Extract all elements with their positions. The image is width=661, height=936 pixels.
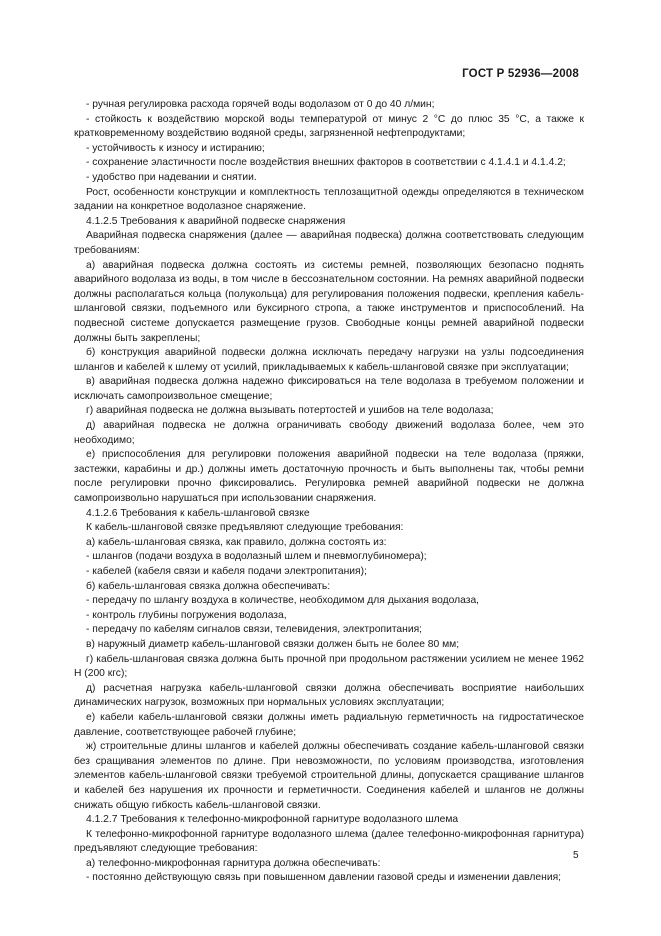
paragraph: в) наружный диаметр кабель-шланговой связки должен быть не более 80 мм; — [86, 638, 460, 650]
paragraph: - сохранение эластичности после воздействия внешних факторов в соответствии с 4.1.4.1 и 4.1.4.2; — [86, 157, 566, 169]
paragraph: а) кабель-шланговая связка, как правило, должна состоять из: — [86, 536, 387, 548]
section-heading: 4.1.2.7 Требования к телефонно-микрофонной гарнитуре водолазного шлема — [86, 814, 459, 826]
section-heading: 4.1.2.5 Требования к аварийной подвеске снаряжения — [86, 215, 346, 227]
standard-header: ГОСТ Р 52936—2008 — [462, 68, 579, 80]
paragraph: - постоянно действующую связь при повышенном давлении газовой среды и изменении давления; — [86, 872, 562, 884]
section-heading: 4.1.2.6 Требования к кабель-шланговой связке — [86, 507, 310, 519]
paragraph: - стойкость к воздействию морской воды температурой от минус 2 °С до плюс 35 °С, а также к кратковременному воздействию водяной среды, загрязненной нефтепродуктами; — [74, 113, 584, 140]
paragraph: Рост, особенности конструкции и комплектность теплозащитной одежды определяются в техническом задании на конкретное водолазное снаряжение. — [74, 186, 584, 213]
paragraph: д) аварийная подвеска не должна ограничивать свободу движений водолаза более, чем это необходимо; — [74, 420, 584, 446]
paragraph: - передачу по шлангу воздуха в количестве, необходимом для дыхания водолаза, — [86, 595, 480, 607]
paragraph: - кабелей (кабеля связи и кабеля подачи электропитания); — [86, 566, 367, 577]
paragraph: - передачу по кабелям сигналов связи, телевидения, электропитания; — [86, 624, 423, 636]
paragraph: г) кабель-шланговая связка должна быть прочной при продольном растяжении усилием не менее 1962 Н (200 кгс); — [74, 653, 584, 680]
paragraph: - шлангов (подачи воздуха в водолазный шлем и пневмоглубиномера); — [86, 551, 427, 563]
page-number: 5 — [573, 850, 579, 861]
paragraph: К телефонно-микрофонной гарнитуре водолазного шлема (далее телефонно-микрофонная гарнитура) предъявляют следующие требования: — [74, 828, 584, 855]
paragraph: ж) строительные длины шлангов и кабелей должны обеспечивать создание кабель-шланговой связки без сращивания элементов по длине. При невозможности, по условиям производства, изготовления элементов кабель-шланговой связки требуемой строительной длины, допускается сращивание шлангов и кабелей без нарушения их прочности и герметичности. Соединения кабелей и шлангов не должны снижать общую гибкость кабель-шланговой связки. — [74, 741, 584, 811]
paragraph: д) расчетная нагрузка кабель-шланговой связки должна обеспечивать восприятие наибольших динамических нагрузок, возможных при нормальных условиях эксплуатации; — [74, 682, 584, 709]
paragraph: Аварийная подвеска снаряжения (далее — аварийная подвеска) должна соответствовать следующим требованиям: — [74, 230, 584, 256]
paragraph: е) кабели кабель-шланговой связки должны иметь радиальную герметичность на гидростатическое давление, соответствующее рабочей глубине; — [74, 711, 584, 738]
paragraph: - устойчивость к износу и истиранию; — [86, 142, 265, 154]
paragraph: б) конструкция аварийной подвески должна исключать передачу нагрузки на узлы подсоединения шлангов и кабелей к шлему от усилий, прикладываемых к кабель-шланговой связке при эксплуатации; — [74, 347, 584, 373]
paragraph: - ручная регулировка расхода горячей воды водолазом от 0 до 40 л/мин; — [86, 99, 435, 110]
paragraph: б) кабель-шланговая связка должна обеспечивать: — [86, 580, 331, 592]
paragraph: - контроль глубины погружения водолаза, — [86, 609, 287, 621]
paragraph: К кабель-шланговой связке предъявляют следующие требования: — [86, 522, 404, 534]
paragraph: а) аварийная подвеска должна состоять из системы ремней, позволяющих безопасно поднять аварийного водолаза из воды, в том числе в бессознательном состоянии. На ремнях аварийной подвески должны располагаться кольца (полукольца) для регулирования положения подвески, крепления кабель-шланговой связки, подъемного или буксирного стропа, а также инструментов и приспособлений. На подвесной системе допускается размещение грузов. Свободные концы ремней аварийной подвески должны быть закреплены; — [74, 259, 584, 344]
paragraph: а) телефонно-микрофонная гарнитура должна обеспечивать: — [86, 857, 381, 869]
paragraph: в) аварийная подвеска должна надежно фиксироваться на теле водолаза в требуемом положении и исключать самопроизвольное смещение; — [74, 376, 584, 402]
body-text — [74, 98, 584, 886]
paragraph: е) приспособления для регулировки положения аварийной подвески на теле водолаза (пряжки, застежки, карабины и др.) должны иметь достаточную прочность и быть выполнены так, чтобы ремни после регулировки прочно фиксировались. Регулировка ремней аварийной подвески не должна самопроизвольно нарушаться при использовании снаряжения. — [74, 449, 584, 505]
paragraph: г) аварийная подвеска не должна вызывать потертостей и ушибов на теле водолаза; — [86, 405, 494, 417]
paragraph: - удобство при надевании и снятии. — [86, 171, 257, 183]
